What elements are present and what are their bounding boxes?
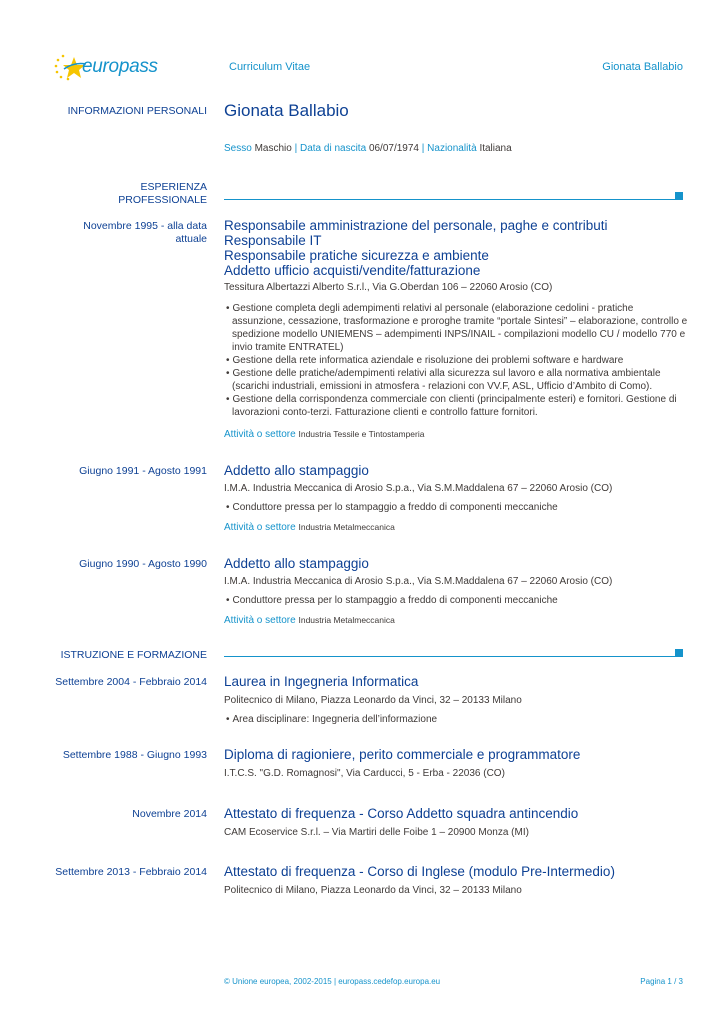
experience-date xyxy=(83,220,207,246)
europass-logo-text: europass xyxy=(82,56,158,77)
section-experience-line2: PROFESSIONALE xyxy=(118,194,207,206)
sector-label: Attività o settore xyxy=(224,522,296,533)
section-marker xyxy=(675,192,683,200)
job-title: Addetto ufficio acquisti/vendite/fatturazione xyxy=(224,263,481,278)
list-item: • Gestione delle pratiche/adempimenti relativi alla sicurezza sul lavoro e alla normativa ambientale (scarichi industriali, emissioni in atmosfera - relazioni con VV.F, ASL, Ufficio d’Ambito di Como). xyxy=(224,367,689,393)
list-item: • Conduttore pressa per lo stampaggio a freddo di componenti meccaniche xyxy=(224,501,689,514)
job-title: Responsabile amministrazione del personale, paghe e contributi xyxy=(224,218,608,233)
list-item: • Gestione completa degli adempimenti relativi al personale (elaborazione cedolini - pratiche assunzione, cessazione, trasformazione e proroghe tramite “portale Sintesi” – elaborazione, controllo e spedizione modello UNIEMENS – adempimenti INPS/INAIL - compilazioni modello CU / modello 770 e invio tramite ENTRATEL) xyxy=(224,302,689,354)
header-name: Gionata Ballabio xyxy=(602,61,683,73)
education-list xyxy=(224,713,689,726)
sector-label: Attività o settore xyxy=(224,615,296,626)
sector-value: Industria Metalmeccanica xyxy=(298,522,395,532)
date-line: attuale xyxy=(175,233,207,245)
experience-date: Giugno 1991 - Agosto 1991 xyxy=(79,465,207,477)
job-title: Responsabile IT xyxy=(224,233,322,248)
doc-type: Curriculum Vitae xyxy=(229,61,311,73)
sector-value: Industria Tessile e Tintostamperia xyxy=(298,429,425,439)
page-number: Pagina 1 / 3 xyxy=(640,977,683,986)
employer: I.M.A. Industria Meccanica di Arosio S.p.a., Via S.M.Maddalena 67 – 22060 Arosio (CO) xyxy=(224,483,613,494)
education-title: Diploma di ragioniere, perito commerciale e programmatore xyxy=(224,747,581,762)
separator: | xyxy=(421,143,425,154)
sector-value: Industria Metalmeccanica xyxy=(298,615,395,625)
section-experience xyxy=(118,181,207,207)
list-item: • Gestione della rete informatica aziendale e risoluzione dei problemi software e hardware xyxy=(224,354,689,367)
education-date: Settembre 2013 - Febbraio 2014 xyxy=(55,866,207,878)
duties-list xyxy=(224,302,689,419)
job-title: Addetto allo stampaggio xyxy=(224,463,369,478)
education-title: Attestato di frequenza - Corso di Inglese (modulo Pre-Intermedio) xyxy=(224,864,615,879)
list-item: • Gestione della corrispondenza commerciale con clienti (principalmente esteri) e fornitori. Gestione di lavorazioni conto-terzi. Fatturazione clienti e controllo fatture fornitori. xyxy=(224,393,689,419)
education-place: Politecnico di Milano, Piazza Leonardo da Vinci, 32 – 20133 Milano xyxy=(224,695,522,706)
employer: I.M.A. Industria Meccanica di Arosio S.p.a., Via S.M.Maddalena 67 – 22060 Arosio (CO) xyxy=(224,576,613,587)
job-title: Responsabile pratiche sicurezza e ambiente xyxy=(224,248,489,263)
education-place: I.T.C.S. "G.D. Romagnosi", Via Carducci, 5 - Erba - 22036 (CO) xyxy=(224,768,505,779)
section-experience-line1: ESPERIENZA xyxy=(140,181,207,193)
experience-date: Giugno 1990 - Agosto 1990 xyxy=(79,558,207,570)
section-divider xyxy=(224,656,675,657)
employer: Tessitura Albertazzi Alberto S.r.l., Via G.Oberdan 106 – 22060 Arosio (CO) xyxy=(224,282,553,293)
education-place: CAM Ecoservice S.r.l. – Via Martiri delle Foibe 1 – 20900 Monza (MI) xyxy=(224,827,529,838)
section-education: ISTRUZIONE E FORMAZIONE xyxy=(60,649,207,661)
education-title: Laurea in Ingegneria Informatica xyxy=(224,674,419,689)
separator: | xyxy=(294,143,298,154)
sector xyxy=(224,428,424,441)
education-date: Settembre 2004 - Febbraio 2014 xyxy=(55,676,207,688)
list-item: • Conduttore pressa per lo stampaggio a freddo di componenti meccaniche xyxy=(224,594,689,607)
sector xyxy=(224,614,395,627)
dob-value: 06/07/1974 xyxy=(368,143,419,154)
full-name: Gionata Ballabio xyxy=(224,101,349,120)
date-line: Novembre 1995 - alla data xyxy=(83,220,207,232)
education-date: Settembre 1988 - Giugno 1993 xyxy=(62,749,207,761)
section-personal-info: INFORMAZIONI PERSONALI xyxy=(67,105,207,117)
job-title: Addetto allo stampaggio xyxy=(224,556,369,571)
section-marker xyxy=(675,649,683,657)
sex-label: Sesso xyxy=(224,143,252,154)
duties-list xyxy=(224,594,689,607)
education-title: Attestato di frequenza - Corso Addetto squadra antincendio xyxy=(224,806,579,821)
footer-copyright: © Unione europea, 2002-2015 | europass.cedefop.europa.eu xyxy=(224,977,441,986)
sex-value: Maschio xyxy=(254,143,292,154)
dob-label: Data di nascita xyxy=(300,143,367,154)
europass-logo xyxy=(50,52,160,82)
section-divider xyxy=(224,199,675,200)
education-date: Novembre 2014 xyxy=(132,808,207,820)
sector-label: Attività o settore xyxy=(224,429,296,440)
nationality-value: Italiana xyxy=(479,143,512,154)
list-item: • Area disciplinare: Ingegneria dell’informazione xyxy=(224,713,689,726)
personal-details xyxy=(224,143,512,154)
nationality-label: Nazionalità xyxy=(427,143,477,154)
duties-list xyxy=(224,501,689,514)
sector xyxy=(224,521,395,534)
education-place: Politecnico di Milano, Piazza Leonardo da Vinci, 32 – 20133 Milano xyxy=(224,885,522,896)
